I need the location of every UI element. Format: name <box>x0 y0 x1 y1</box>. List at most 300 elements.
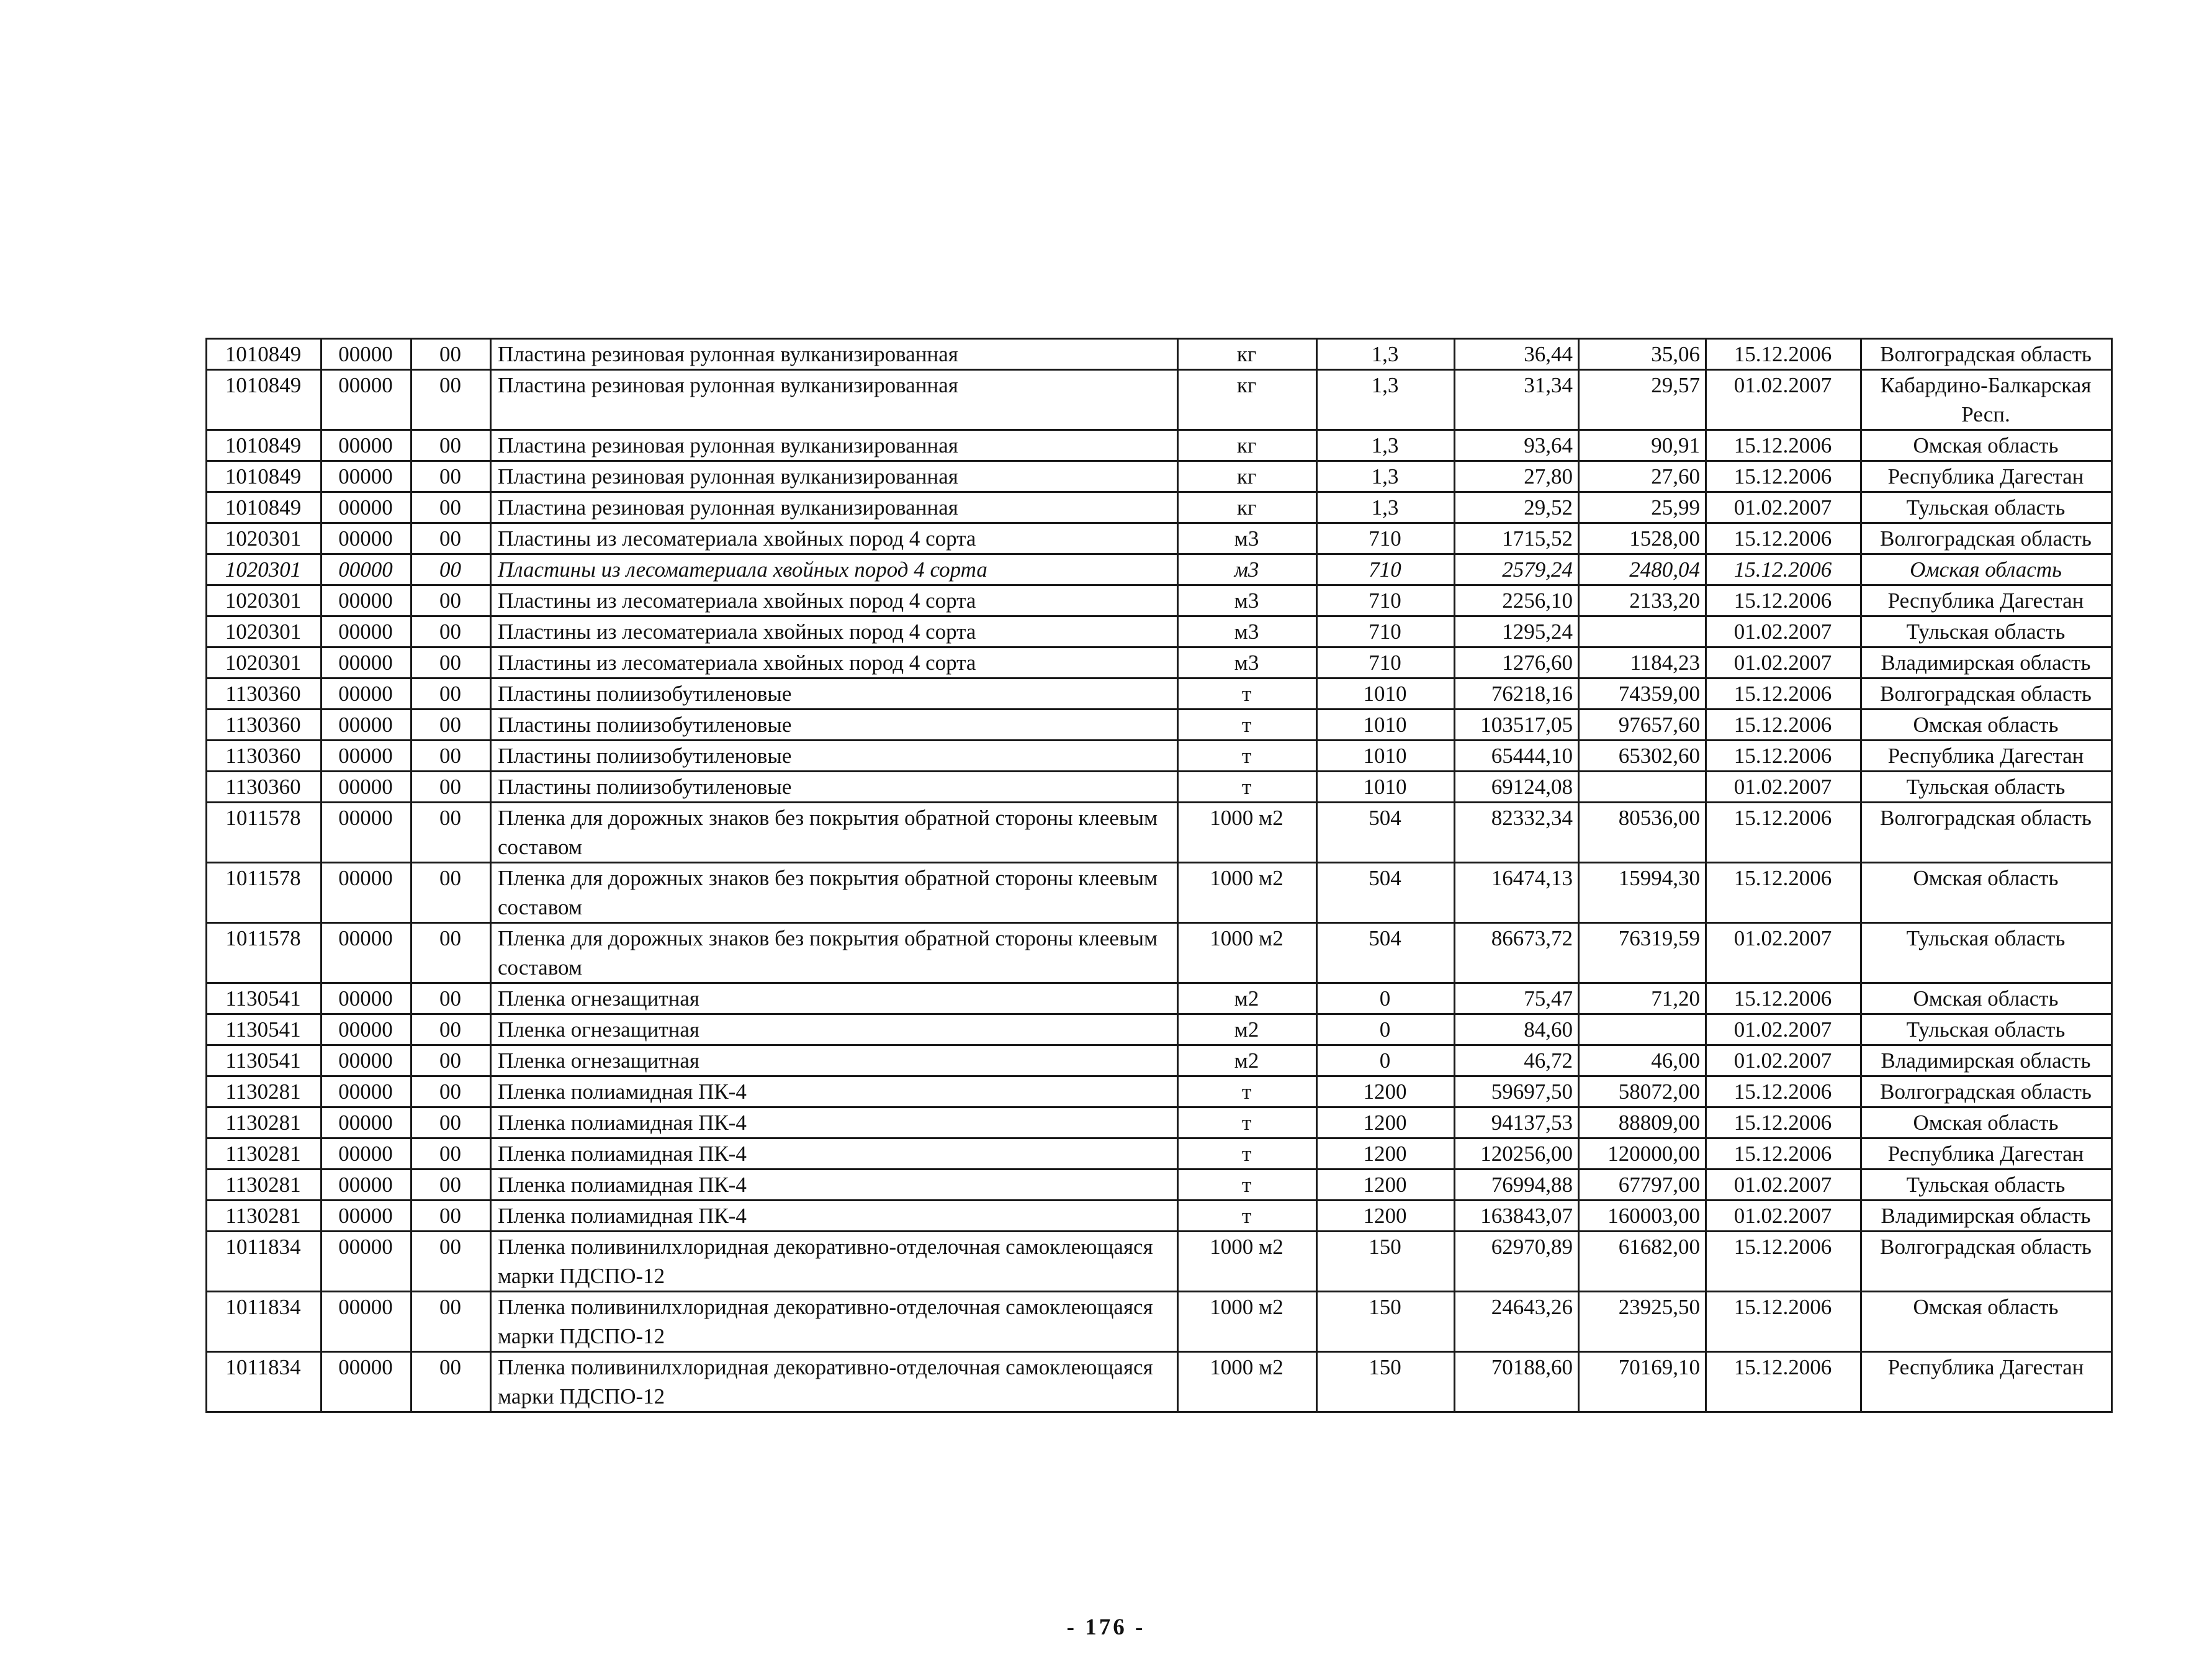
region-cell: Волгоградская область <box>1861 803 2112 863</box>
region-cell: Омская область <box>1861 1292 2112 1352</box>
subcode2-cell: 00 <box>411 678 491 710</box>
unit-cell: т <box>1178 710 1317 741</box>
date-cell: 15.12.2006 <box>1706 1138 1861 1170</box>
unit-cell: т <box>1178 1138 1317 1170</box>
coefficient-cell: 1,3 <box>1317 370 1455 430</box>
price-1-cell: 163843,07 <box>1455 1201 1579 1232</box>
subcode2-cell: 00 <box>411 430 491 461</box>
coefficient-cell: 0 <box>1317 983 1455 1014</box>
unit-cell: кг <box>1178 339 1317 370</box>
unit-cell: м3 <box>1178 523 1317 554</box>
unit-cell: кг <box>1178 461 1317 492</box>
coefficient-cell: 504 <box>1317 803 1455 863</box>
table-row <box>207 803 2112 863</box>
price-2-cell: 27,60 <box>1579 461 1706 492</box>
subcode2-cell: 00 <box>411 339 491 370</box>
region-cell: Омская область <box>1861 554 2112 585</box>
price-1-cell: 36,44 <box>1455 339 1579 370</box>
price-1-cell: 94137,53 <box>1455 1107 1579 1138</box>
region-cell: Тульская область <box>1861 1170 2112 1201</box>
subcode2-cell: 00 <box>411 983 491 1014</box>
subcode2-cell: 00 <box>411 554 491 585</box>
subcode-cell: 00000 <box>321 585 411 616</box>
name-cell: Пластина резиновая рулонная вулканизированная <box>491 339 1178 370</box>
code-cell: 1130281 <box>207 1138 321 1170</box>
subcode2-cell: 00 <box>411 523 491 554</box>
date-cell: 15.12.2006 <box>1706 1076 1861 1107</box>
price-1-cell: 27,80 <box>1455 461 1579 492</box>
price-table <box>205 338 2113 1413</box>
price-2-cell: 67797,00 <box>1579 1170 1706 1201</box>
code-cell: 1020301 <box>207 647 321 678</box>
coefficient-cell: 1010 <box>1317 772 1455 803</box>
name-cell: Пластины из лесоматериала хвойных пород 4 сорта <box>491 616 1178 647</box>
price-1-cell: 84,60 <box>1455 1014 1579 1045</box>
date-cell: 01.02.2007 <box>1706 1170 1861 1201</box>
name-cell: Пластины из лесоматериала хвойных пород 4 сорта <box>491 523 1178 554</box>
table-row <box>207 1014 2112 1045</box>
unit-cell: м3 <box>1178 585 1317 616</box>
region-cell: Омская область <box>1861 1107 2112 1138</box>
region-cell: Республика Дагестан <box>1861 1352 2112 1412</box>
subcode-cell: 00000 <box>321 678 411 710</box>
unit-cell: т <box>1178 741 1317 772</box>
coefficient-cell: 0 <box>1317 1014 1455 1045</box>
price-1-cell: 1715,52 <box>1455 523 1579 554</box>
code-cell: 1020301 <box>207 554 321 585</box>
coefficient-cell: 150 <box>1317 1232 1455 1292</box>
date-cell: 15.12.2006 <box>1706 710 1861 741</box>
coefficient-cell: 710 <box>1317 523 1455 554</box>
price-1-cell: 46,72 <box>1455 1045 1579 1076</box>
price-2-cell <box>1579 772 1706 803</box>
name-cell: Пленка для дорожных знаков без покрытия обратной стороны клеевым составом <box>491 923 1178 983</box>
subcode2-cell: 00 <box>411 1138 491 1170</box>
date-cell: 15.12.2006 <box>1706 741 1861 772</box>
date-cell: 15.12.2006 <box>1706 339 1861 370</box>
subcode2-cell: 00 <box>411 772 491 803</box>
subcode-cell: 00000 <box>321 863 411 923</box>
code-cell: 1011834 <box>207 1232 321 1292</box>
subcode-cell: 00000 <box>321 1076 411 1107</box>
unit-cell: 1000 м2 <box>1178 1352 1317 1412</box>
date-cell: 01.02.2007 <box>1706 492 1861 523</box>
price-2-cell: 80536,00 <box>1579 803 1706 863</box>
region-cell: Волгоградская область <box>1861 678 2112 710</box>
price-1-cell: 29,52 <box>1455 492 1579 523</box>
table-row <box>207 863 2112 923</box>
coefficient-cell: 1200 <box>1317 1076 1455 1107</box>
name-cell: Пластина резиновая рулонная вулканизированная <box>491 430 1178 461</box>
coefficient-cell: 1,3 <box>1317 461 1455 492</box>
name-cell: Пластина резиновая рулонная вулканизированная <box>491 370 1178 430</box>
table-row <box>207 923 2112 983</box>
price-1-cell: 69124,08 <box>1455 772 1579 803</box>
price-1-cell: 75,47 <box>1455 983 1579 1014</box>
name-cell: Пленка поливинилхлоридная декоративно-отделочная самоклеющаяся марки ПДСПО-12 <box>491 1232 1178 1292</box>
date-cell: 01.02.2007 <box>1706 616 1861 647</box>
subcode-cell: 00000 <box>321 1232 411 1292</box>
name-cell: Пластина резиновая рулонная вулканизированная <box>491 492 1178 523</box>
name-cell: Пленка огнезащитная <box>491 983 1178 1014</box>
table-row <box>207 983 2112 1014</box>
name-cell: Пленка полиамидная ПК-4 <box>491 1170 1178 1201</box>
coefficient-cell: 1200 <box>1317 1107 1455 1138</box>
date-cell: 01.02.2007 <box>1706 647 1861 678</box>
region-cell: Тульская область <box>1861 923 2112 983</box>
price-1-cell: 31,34 <box>1455 370 1579 430</box>
coefficient-cell: 1200 <box>1317 1201 1455 1232</box>
region-cell: Тульская область <box>1861 616 2112 647</box>
unit-cell: кг <box>1178 370 1317 430</box>
date-cell: 15.12.2006 <box>1706 678 1861 710</box>
name-cell: Пластина резиновая рулонная вулканизированная <box>491 461 1178 492</box>
price-2-cell: 35,06 <box>1579 339 1706 370</box>
subcode-cell: 00000 <box>321 1107 411 1138</box>
unit-cell: 1000 м2 <box>1178 863 1317 923</box>
table-row <box>207 772 2112 803</box>
table-row <box>207 647 2112 678</box>
name-cell: Пленка полиамидная ПК-4 <box>491 1138 1178 1170</box>
subcode2-cell: 00 <box>411 492 491 523</box>
region-cell: Республика Дагестан <box>1861 585 2112 616</box>
subcode2-cell: 00 <box>411 370 491 430</box>
code-cell: 1130360 <box>207 741 321 772</box>
date-cell: 01.02.2007 <box>1706 923 1861 983</box>
price-1-cell: 16474,13 <box>1455 863 1579 923</box>
region-cell: Владимирская область <box>1861 647 2112 678</box>
name-cell: Пластины полиизобутиленовые <box>491 772 1178 803</box>
name-cell: Пластины из лесоматериала хвойных пород 4 сорта <box>491 554 1178 585</box>
table-row <box>207 339 2112 370</box>
price-1-cell: 1276,60 <box>1455 647 1579 678</box>
subcode2-cell: 00 <box>411 1014 491 1045</box>
code-cell: 1011578 <box>207 923 321 983</box>
date-cell: 01.02.2007 <box>1706 1014 1861 1045</box>
table-row <box>207 678 2112 710</box>
region-cell: Волгоградская область <box>1861 1232 2112 1292</box>
name-cell: Пленка для дорожных знаков без покрытия обратной стороны клеевым составом <box>491 803 1178 863</box>
date-cell: 01.02.2007 <box>1706 1045 1861 1076</box>
region-cell: Республика Дагестан <box>1861 1138 2112 1170</box>
code-cell: 1130541 <box>207 1045 321 1076</box>
subcode-cell: 00000 <box>321 1014 411 1045</box>
date-cell: 15.12.2006 <box>1706 1352 1861 1412</box>
subcode-cell: 00000 <box>321 370 411 430</box>
coefficient-cell: 1010 <box>1317 678 1455 710</box>
code-cell: 1130360 <box>207 678 321 710</box>
code-cell: 1130541 <box>207 1014 321 1045</box>
region-cell: Кабардино-Балкарская Респ. <box>1861 370 2112 430</box>
table-row <box>207 1107 2112 1138</box>
subcode2-cell: 00 <box>411 1107 491 1138</box>
unit-cell: м3 <box>1178 616 1317 647</box>
subcode2-cell: 00 <box>411 863 491 923</box>
code-cell: 1010849 <box>207 461 321 492</box>
code-cell: 1010849 <box>207 370 321 430</box>
price-2-cell: 120000,00 <box>1579 1138 1706 1170</box>
date-cell: 15.12.2006 <box>1706 585 1861 616</box>
table-row <box>207 1076 2112 1107</box>
subcode-cell: 00000 <box>321 461 411 492</box>
subcode2-cell: 00 <box>411 803 491 863</box>
coefficient-cell: 150 <box>1317 1292 1455 1352</box>
code-cell: 1130541 <box>207 983 321 1014</box>
price-1-cell: 2579,24 <box>1455 554 1579 585</box>
subcode-cell: 00000 <box>321 1170 411 1201</box>
name-cell: Пластины из лесоматериала хвойных пород 4 сорта <box>491 647 1178 678</box>
region-cell: Омская область <box>1861 710 2112 741</box>
coefficient-cell: 1010 <box>1317 710 1455 741</box>
date-cell: 01.02.2007 <box>1706 1201 1861 1232</box>
coefficient-cell: 710 <box>1317 647 1455 678</box>
unit-cell: т <box>1178 678 1317 710</box>
name-cell: Пленка полиамидная ПК-4 <box>491 1201 1178 1232</box>
unit-cell: 1000 м2 <box>1178 1232 1317 1292</box>
coefficient-cell: 710 <box>1317 554 1455 585</box>
code-cell: 1010849 <box>207 492 321 523</box>
subcode-cell: 00000 <box>321 1201 411 1232</box>
coefficient-cell: 504 <box>1317 923 1455 983</box>
table-row <box>207 1138 2112 1170</box>
code-cell: 1130281 <box>207 1076 321 1107</box>
region-cell: Омская область <box>1861 863 2112 923</box>
subcode2-cell: 00 <box>411 1076 491 1107</box>
price-2-cell: 25,99 <box>1579 492 1706 523</box>
price-2-cell: 15994,30 <box>1579 863 1706 923</box>
subcode-cell: 00000 <box>321 983 411 1014</box>
name-cell: Пластины полиизобутиленовые <box>491 678 1178 710</box>
table-row <box>207 370 2112 430</box>
unit-cell: т <box>1178 772 1317 803</box>
subcode-cell: 00000 <box>321 1138 411 1170</box>
table-row <box>207 1232 2112 1292</box>
table-row <box>207 1292 2112 1352</box>
unit-cell: 1000 м2 <box>1178 803 1317 863</box>
date-cell: 15.12.2006 <box>1706 523 1861 554</box>
price-2-cell: 88809,00 <box>1579 1107 1706 1138</box>
price-2-cell: 29,57 <box>1579 370 1706 430</box>
region-cell: Владимирская область <box>1861 1045 2112 1076</box>
coefficient-cell: 1,3 <box>1317 430 1455 461</box>
price-2-cell: 70169,10 <box>1579 1352 1706 1412</box>
subcode-cell: 00000 <box>321 710 411 741</box>
price-2-cell: 1528,00 <box>1579 523 1706 554</box>
subcode2-cell: 00 <box>411 710 491 741</box>
date-cell: 15.12.2006 <box>1706 461 1861 492</box>
table-row <box>207 710 2112 741</box>
region-cell: Владимирская область <box>1861 1201 2112 1232</box>
subcode2-cell: 00 <box>411 616 491 647</box>
coefficient-cell: 710 <box>1317 616 1455 647</box>
region-cell: Республика Дагестан <box>1861 461 2112 492</box>
unit-cell: 1000 м2 <box>1178 1292 1317 1352</box>
unit-cell: т <box>1178 1170 1317 1201</box>
price-2-cell: 61682,00 <box>1579 1232 1706 1292</box>
code-cell: 1020301 <box>207 585 321 616</box>
unit-cell: т <box>1178 1076 1317 1107</box>
region-cell: Тульская область <box>1861 1014 2112 1045</box>
name-cell: Пластины из лесоматериала хвойных пород 4 сорта <box>491 585 1178 616</box>
subcode2-cell: 00 <box>411 741 491 772</box>
subcode2-cell: 00 <box>411 585 491 616</box>
table-row <box>207 554 2112 585</box>
region-cell: Тульская область <box>1861 772 2112 803</box>
price-2-cell <box>1579 616 1706 647</box>
region-cell: Омская область <box>1861 430 2112 461</box>
coefficient-cell: 1200 <box>1317 1170 1455 1201</box>
subcode2-cell: 00 <box>411 1045 491 1076</box>
name-cell: Пленка поливинилхлоридная декоративно-отделочная самоклеющаяся марки ПДСПО-12 <box>491 1292 1178 1352</box>
code-cell: 1020301 <box>207 616 321 647</box>
table-row <box>207 616 2112 647</box>
name-cell: Пленка для дорожных знаков без покрытия обратной стороны клеевым составом <box>491 863 1178 923</box>
table-row <box>207 430 2112 461</box>
table-row <box>207 741 2112 772</box>
price-2-cell: 71,20 <box>1579 983 1706 1014</box>
unit-cell: кг <box>1178 492 1317 523</box>
subcode2-cell: 00 <box>411 461 491 492</box>
price-2-cell: 160003,00 <box>1579 1201 1706 1232</box>
region-cell: Волгоградская область <box>1861 523 2112 554</box>
price-2-cell: 2133,20 <box>1579 585 1706 616</box>
subcode-cell: 00000 <box>321 339 411 370</box>
coefficient-cell: 1200 <box>1317 1138 1455 1170</box>
price-2-cell: 1184,23 <box>1579 647 1706 678</box>
date-cell: 15.12.2006 <box>1706 554 1861 585</box>
region-cell: Омская область <box>1861 983 2112 1014</box>
subcode2-cell: 00 <box>411 1201 491 1232</box>
table-row <box>207 1352 2112 1412</box>
code-cell: 1020301 <box>207 523 321 554</box>
unit-cell: м2 <box>1178 983 1317 1014</box>
price-1-cell: 59697,50 <box>1455 1076 1579 1107</box>
table-row <box>207 585 2112 616</box>
date-cell: 01.02.2007 <box>1706 772 1861 803</box>
code-cell: 1011834 <box>207 1352 321 1412</box>
price-1-cell: 120256,00 <box>1455 1138 1579 1170</box>
subcode-cell: 00000 <box>321 803 411 863</box>
name-cell: Пленка полиамидная ПК-4 <box>491 1107 1178 1138</box>
price-1-cell: 76218,16 <box>1455 678 1579 710</box>
price-1-cell: 70188,60 <box>1455 1352 1579 1412</box>
region-cell: Волгоградская область <box>1861 1076 2112 1107</box>
code-cell: 1010849 <box>207 430 321 461</box>
subcode-cell: 00000 <box>321 430 411 461</box>
subcode2-cell: 00 <box>411 1232 491 1292</box>
table-row <box>207 461 2112 492</box>
code-cell: 1130360 <box>207 710 321 741</box>
region-cell: Тульская область <box>1861 492 2112 523</box>
price-1-cell: 65444,10 <box>1455 741 1579 772</box>
unit-cell: т <box>1178 1107 1317 1138</box>
date-cell: 15.12.2006 <box>1706 863 1861 923</box>
subcode-cell: 00000 <box>321 1045 411 1076</box>
name-cell: Пластины полиизобутиленовые <box>491 741 1178 772</box>
coefficient-cell: 150 <box>1317 1352 1455 1412</box>
price-1-cell: 103517,05 <box>1455 710 1579 741</box>
price-2-cell: 23925,50 <box>1579 1292 1706 1352</box>
name-cell: Пленка полиамидная ПК-4 <box>491 1076 1178 1107</box>
coefficient-cell: 1,3 <box>1317 339 1455 370</box>
price-2-cell: 76319,59 <box>1579 923 1706 983</box>
name-cell: Пластины полиизобутиленовые <box>491 710 1178 741</box>
table-row <box>207 523 2112 554</box>
table-body <box>207 339 2112 1412</box>
code-cell: 1130360 <box>207 772 321 803</box>
code-cell: 1130281 <box>207 1170 321 1201</box>
date-cell: 15.12.2006 <box>1706 1292 1861 1352</box>
price-2-cell: 46,00 <box>1579 1045 1706 1076</box>
subcode2-cell: 00 <box>411 647 491 678</box>
page-number: - 176 - <box>1066 1615 1146 1640</box>
unit-cell: м3 <box>1178 647 1317 678</box>
coefficient-cell: 710 <box>1317 585 1455 616</box>
subcode2-cell: 00 <box>411 1292 491 1352</box>
subcode-cell: 00000 <box>321 616 411 647</box>
price-2-cell: 74359,00 <box>1579 678 1706 710</box>
coefficient-cell: 1010 <box>1317 741 1455 772</box>
date-cell: 15.12.2006 <box>1706 1107 1861 1138</box>
table-row <box>207 1045 2112 1076</box>
name-cell: Пленка огнезащитная <box>491 1045 1178 1076</box>
subcode-cell: 00000 <box>321 1292 411 1352</box>
price-1-cell: 93,64 <box>1455 430 1579 461</box>
code-cell: 1011578 <box>207 863 321 923</box>
unit-cell: м2 <box>1178 1045 1317 1076</box>
unit-cell: 1000 м2 <box>1178 923 1317 983</box>
subcode2-cell: 00 <box>411 923 491 983</box>
price-2-cell: 58072,00 <box>1579 1076 1706 1107</box>
date-cell: 15.12.2006 <box>1706 983 1861 1014</box>
subcode-cell: 00000 <box>321 923 411 983</box>
price-2-cell <box>1579 1014 1706 1045</box>
subcode-cell: 00000 <box>321 647 411 678</box>
coefficient-cell: 504 <box>1317 863 1455 923</box>
subcode-cell: 00000 <box>321 492 411 523</box>
date-cell: 15.12.2006 <box>1706 803 1861 863</box>
table-row <box>207 492 2112 523</box>
price-1-cell: 86673,72 <box>1455 923 1579 983</box>
date-cell: 01.02.2007 <box>1706 370 1861 430</box>
name-cell: Пленка огнезащитная <box>491 1014 1178 1045</box>
price-2-cell: 65302,60 <box>1579 741 1706 772</box>
subcode-cell: 00000 <box>321 1352 411 1412</box>
subcode2-cell: 00 <box>411 1170 491 1201</box>
code-cell: 1130281 <box>207 1201 321 1232</box>
unit-cell: м3 <box>1178 554 1317 585</box>
table-row <box>207 1201 2112 1232</box>
code-cell: 1011834 <box>207 1292 321 1352</box>
subcode-cell: 00000 <box>321 772 411 803</box>
price-2-cell: 2480,04 <box>1579 554 1706 585</box>
price-1-cell: 62970,89 <box>1455 1232 1579 1292</box>
coefficient-cell: 1,3 <box>1317 492 1455 523</box>
subcode-cell: 00000 <box>321 554 411 585</box>
subcode-cell: 00000 <box>321 523 411 554</box>
price-1-cell: 2256,10 <box>1455 585 1579 616</box>
subcode2-cell: 00 <box>411 1352 491 1412</box>
price-2-cell: 90,91 <box>1579 430 1706 461</box>
price-1-cell: 1295,24 <box>1455 616 1579 647</box>
table-row <box>207 1170 2112 1201</box>
region-cell: Республика Дагестан <box>1861 741 2112 772</box>
subcode-cell: 00000 <box>321 741 411 772</box>
unit-cell: кг <box>1178 430 1317 461</box>
region-cell: Волгоградская область <box>1861 339 2112 370</box>
price-1-cell: 24643,26 <box>1455 1292 1579 1352</box>
price-2-cell: 97657,60 <box>1579 710 1706 741</box>
